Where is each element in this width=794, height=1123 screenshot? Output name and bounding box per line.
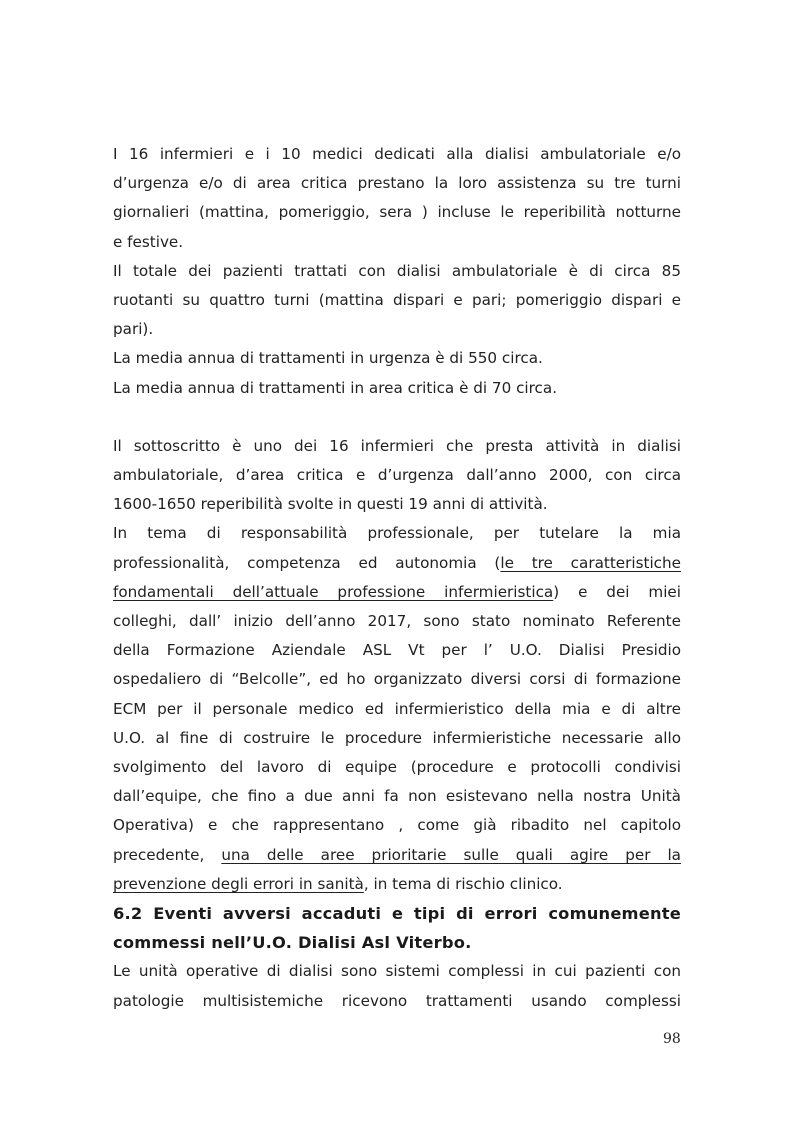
underlined-text: le tre caratteristiche [500, 553, 681, 572]
text-segment: , in tema di rischio clinico. [363, 874, 563, 893]
paragraph-dialysis-units [113, 957, 681, 1015]
text-line: pari). [113, 320, 154, 339]
text-line: ospedaliero di “Belcolle”, ed ho organizzato diversi corsi di formazione [113, 670, 681, 689]
text-line: ruotanti su quattro turni (mattina dispari e pari; pomeriggio dispari e [113, 291, 681, 310]
paragraph-urgent-average [113, 344, 681, 373]
underlined-text: prevenzione degli errori in sanità [113, 874, 364, 893]
text-line: I 16 infermieri e i 10 medici dedicati alla dialisi ambulatoriale e/o [113, 145, 681, 163]
paragraph-responsibility [113, 519, 681, 899]
text-segment: professionalità, competenza ed autonomia ( [113, 553, 501, 572]
page-number: 98 [663, 1031, 681, 1047]
text-line: Il totale dei pazienti trattati con dialisi ambulatoriale è di circa 85 [113, 261, 681, 280]
text-line: giornalieri (mattina, pomeriggio, sera ) incluse le reperibilità notturne [113, 203, 681, 222]
text-line: colleghi, dall’ inizio dell’anno 2017, sono stato nominato Referente [113, 612, 681, 631]
text-line: dall’equipe, che fino a due anni fa non esistevano nella nostra Unità [113, 787, 681, 806]
text-line: ambulatoriale, d’area critica e d’urgenza dall’anno 2000, con circa [113, 466, 681, 485]
text-line: La media annua di trattamenti in area critica è di 70 circa. [113, 378, 558, 397]
heading-line: 6.2 Eventi avversi accaduti e tipi di errori comunemente [113, 904, 681, 924]
underlined-text: una delle aree prioritarie sulle quali agire per la [221, 845, 681, 864]
text-line [113, 841, 681, 870]
text-line [113, 578, 681, 607]
text-line [113, 549, 681, 578]
paragraph-patients [113, 257, 681, 345]
text-line: ECM per il personale medico ed infermieristico della mia e di altre [113, 699, 681, 718]
text-line: Le unità operative di dialisi sono sistemi complessi in cui pazienti con [113, 962, 681, 981]
paragraph-staffing [113, 140, 681, 257]
paragraph-author [113, 432, 681, 520]
text-line: Operativa) e che rappresentano , come già ribadito nel capitolo [113, 816, 681, 835]
text-segment: ) e dei miei [553, 582, 681, 601]
underlined-text: fondamentali dell’attuale professione infermieristica [113, 582, 554, 601]
section-heading [113, 899, 681, 957]
text-line: 1600-1650 reperibilità svolte in questi 19 anni di attività. [113, 495, 548, 514]
text-line: d’urgenza e/o di area critica prestano la loro assistenza su tre turni [113, 174, 681, 193]
paragraph-gap [113, 403, 681, 432]
text-line: Il sottoscritto è uno dei 16 infermieri che presta attività in dialisi [113, 436, 681, 455]
text-line: della Formazione Aziendale ASL Vt per l’ U.O. Dialisi Presidio [113, 641, 681, 660]
text-segment: precedente, [113, 845, 222, 864]
heading-line: commessi nell’U.O. Dialisi Asl Viterbo. [113, 933, 472, 953]
text-line: svolgimento del lavoro di equipe (procedure e protocolli condivisi [113, 758, 681, 777]
text-line: patologie multisistemiche ricevono trattamenti usando complessi [113, 991, 681, 1010]
text-line: In tema di responsabilità professionale, per tutelare la mia [113, 524, 681, 543]
text-line: e festive. [113, 232, 184, 251]
text-line [113, 870, 681, 899]
text-line: U.O. al fine di costruire le procedure infermieristiche necessarie allo [113, 728, 681, 747]
text-line: La media annua di trattamenti in urgenza è di 550 circa. [113, 349, 543, 368]
paragraph-critical-average [113, 374, 681, 403]
body-text [113, 140, 681, 1016]
